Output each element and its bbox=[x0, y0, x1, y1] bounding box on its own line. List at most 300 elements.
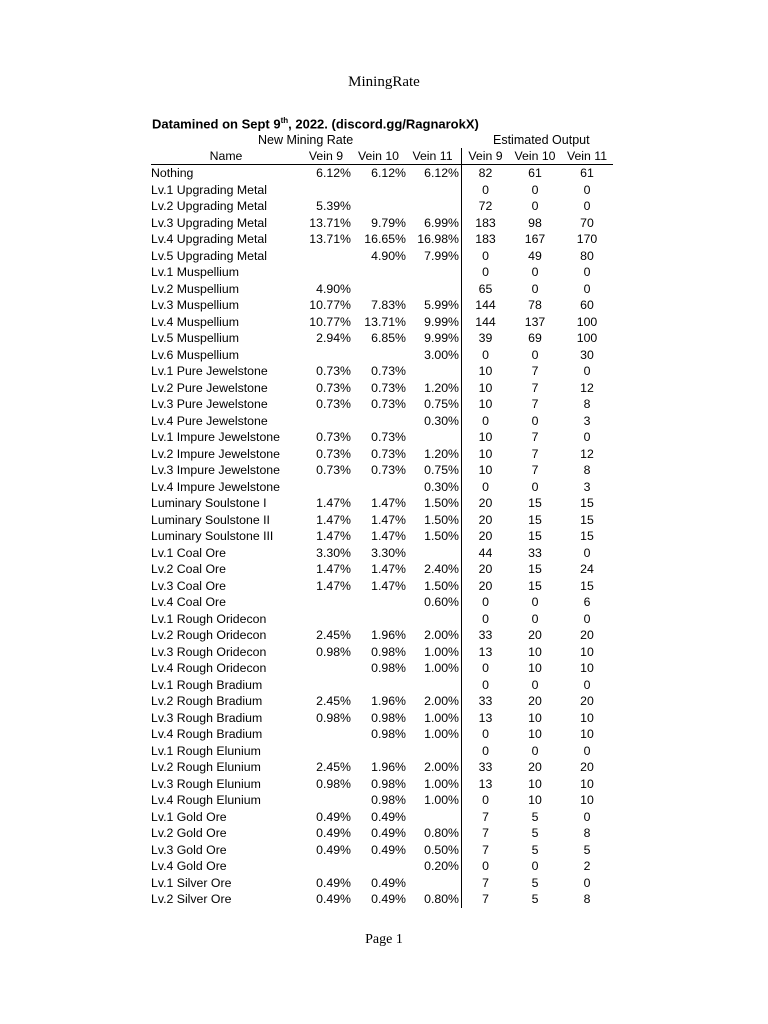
rate-vein-9-cell: 2.45% bbox=[316, 760, 351, 774]
output-vein-9-cell: 10 bbox=[478, 364, 493, 378]
output-vein-9-cell: 44 bbox=[478, 545, 493, 560]
output-vein-10-cell: 0 bbox=[531, 611, 539, 626]
output-vein-10-cell: 7 bbox=[531, 397, 539, 411]
rate-vein-9-cell: 6.12% bbox=[316, 166, 351, 180]
table-row bbox=[151, 743, 613, 760]
output-vein-9-cell: 33 bbox=[478, 760, 493, 774]
output-vein-10-cell: 33 bbox=[528, 545, 542, 560]
name-cell: Luminary Soulstone I bbox=[151, 496, 267, 510]
name-cell: Lv.2 Rough Oridecon bbox=[151, 628, 267, 642]
rate-vein-9-cell: 13.71% bbox=[309, 215, 351, 230]
name-cell: Nothing bbox=[151, 166, 194, 180]
output-vein-9-cell: 144 bbox=[475, 298, 496, 312]
rate-vein-10-cell bbox=[351, 347, 406, 364]
output-vein-9-cell: 7 bbox=[482, 875, 489, 890]
rate-vein-11-cell: 0.75% bbox=[406, 396, 462, 413]
table-row bbox=[151, 363, 613, 380]
name-cell: Lv.1 Rough Elunium bbox=[151, 743, 261, 758]
output-vein-10-cell: 7 bbox=[531, 446, 539, 461]
output-vein-9-cell: 20 bbox=[478, 562, 493, 576]
rate-vein-11-cell bbox=[406, 875, 462, 892]
rate-vein-10-cell: 13.71% bbox=[364, 314, 406, 329]
rate-vein-10-cell: 0.73% bbox=[371, 430, 406, 444]
rate-vein-9-cell: 0.73% bbox=[316, 430, 351, 444]
rate-vein-11-cell: 0.30% bbox=[406, 479, 462, 496]
name-cell: Lv.4 Pure Jewelstone bbox=[151, 413, 268, 428]
rate-vein-9-cell: 0.98% bbox=[316, 644, 351, 659]
output-vein-11-cell: 5 bbox=[583, 842, 591, 857]
output-vein-9-cell: 144 bbox=[475, 314, 496, 329]
table-row bbox=[151, 215, 613, 232]
output-vein-11-cell: 15 bbox=[580, 512, 594, 527]
rate-vein-10-cell: 1.96% bbox=[371, 628, 406, 642]
rate-vein-10-cell: 0.49% bbox=[371, 826, 406, 840]
rate-vein-10-cell: 1.47% bbox=[371, 529, 406, 543]
name-cell: Lv.3 Muspellium bbox=[151, 298, 239, 312]
output-vein-9-cell: 7 bbox=[482, 826, 489, 840]
rate-vein-9-cell bbox=[301, 726, 351, 743]
name-cell: Luminary Soulstone II bbox=[151, 512, 270, 527]
output-vein-11-cell: 10 bbox=[580, 793, 594, 807]
table-body bbox=[151, 165, 613, 908]
name-cell: Lv.1 Impure Jewelstone bbox=[151, 430, 280, 444]
output-vein-11-cell: 10 bbox=[580, 710, 594, 725]
rate-vein-9-cell: 4.90% bbox=[316, 281, 351, 296]
rate-vein-11-cell: 1.00% bbox=[406, 644, 462, 661]
rate-vein-9-cell: 0.73% bbox=[316, 380, 351, 395]
name-cell: Lv.3 Gold Ore bbox=[151, 842, 227, 857]
rate-vein-10-cell: 3.30% bbox=[371, 545, 406, 560]
name-cell: Lv.1 Silver Ore bbox=[151, 875, 232, 890]
rate-vein-11-cell: 1.00% bbox=[406, 792, 462, 809]
rate-vein-9-cell bbox=[301, 347, 351, 364]
output-vein-10-cell: 0 bbox=[531, 182, 539, 197]
table-row bbox=[151, 792, 613, 809]
output-vein-9-cell: 183 bbox=[475, 232, 496, 246]
rate-vein-11-cell: 0.50% bbox=[406, 842, 462, 859]
output-vein-9-cell: 13 bbox=[478, 776, 493, 791]
output-vein-10-cell: 0 bbox=[531, 265, 539, 279]
rate-vein-11-cell: 1.00% bbox=[406, 776, 462, 793]
table-row bbox=[151, 726, 613, 743]
rate-vein-11-cell: 1.20% bbox=[406, 446, 462, 463]
output-vein-9-cell: 72 bbox=[478, 199, 493, 213]
name-cell: Lv.3 Pure Jewelstone bbox=[151, 397, 268, 411]
name-cell: Lv.1 Pure Jewelstone bbox=[151, 364, 268, 378]
output-vein-10-cell: 10 bbox=[528, 644, 542, 659]
table-row bbox=[151, 677, 613, 694]
output-vein-10-cell: 5 bbox=[531, 826, 539, 840]
rate-vein-9-cell: 0.98% bbox=[316, 710, 351, 725]
output-vein-9-cell: 0 bbox=[482, 611, 489, 626]
document-title: MiningRate bbox=[348, 74, 420, 90]
table-row bbox=[151, 561, 613, 578]
output-vein-11-cell: 12 bbox=[580, 380, 594, 395]
output-vein-11-cell: 61 bbox=[580, 166, 594, 180]
output-vein-9-cell: 0 bbox=[482, 248, 489, 263]
group-header-mining-rate: New Mining Rate bbox=[258, 133, 354, 147]
rate-vein-10-cell: 0.98% bbox=[371, 710, 406, 725]
rate-vein-11-cell: 5.99% bbox=[406, 297, 462, 314]
output-vein-11-cell: 15 bbox=[580, 578, 594, 593]
rate-vein-10-cell: 1.47% bbox=[371, 512, 406, 527]
output-vein-10-cell: 15 bbox=[528, 578, 542, 593]
rate-vein-11-cell: 6.99% bbox=[406, 215, 462, 232]
name-cell: Lv.3 Impure Jewelstone bbox=[151, 463, 280, 477]
output-vein-9-cell: 20 bbox=[478, 512, 493, 527]
output-vein-9-cell: 0 bbox=[482, 727, 489, 741]
rate-vein-9-cell bbox=[301, 594, 351, 611]
table-row bbox=[151, 809, 613, 826]
output-vein-11-cell: 60 bbox=[580, 298, 594, 312]
rate-vein-9-cell: 0.49% bbox=[316, 809, 351, 824]
rate-vein-11-cell bbox=[406, 182, 462, 199]
output-vein-9-cell: 82 bbox=[478, 166, 493, 180]
output-vein-11-cell: 3 bbox=[583, 479, 591, 494]
heading-suffix: , 2022. (discord.gg/RagnarokX) bbox=[288, 116, 479, 132]
table-row bbox=[151, 495, 613, 512]
name-cell: Lv.3 Rough Oridecon bbox=[151, 644, 267, 659]
table-row bbox=[151, 314, 613, 331]
rate-vein-11-cell bbox=[406, 743, 462, 760]
rate-vein-9-cell bbox=[301, 792, 351, 809]
table-row bbox=[151, 231, 613, 248]
rate-vein-11-cell bbox=[406, 677, 462, 694]
output-vein-10-cell: 10 bbox=[528, 793, 542, 807]
rate-vein-9-cell: 2.45% bbox=[316, 694, 351, 708]
heading-prefix: Datamined on Sept 9 bbox=[152, 116, 281, 132]
output-vein-11-cell: 10 bbox=[580, 727, 594, 741]
output-vein-11-cell: 10 bbox=[580, 661, 594, 675]
output-vein-11-cell: 0 bbox=[583, 611, 591, 626]
rate-vein-9-cell: 0.73% bbox=[316, 463, 351, 477]
output-vein-11-cell: 0 bbox=[583, 743, 591, 758]
rate-vein-10-cell: 4.90% bbox=[371, 248, 406, 263]
output-vein-9-cell: 0 bbox=[482, 859, 489, 873]
rate-vein-10-cell: 0.49% bbox=[371, 892, 406, 906]
table-row bbox=[151, 660, 613, 677]
rate-vein-11-cell: 1.00% bbox=[406, 726, 462, 743]
rate-vein-9-cell: 0.98% bbox=[316, 776, 351, 791]
table-heading bbox=[152, 116, 479, 131]
rate-vein-10-cell bbox=[351, 594, 406, 611]
table-row bbox=[151, 347, 613, 364]
output-vein-9-cell: 0 bbox=[482, 479, 489, 494]
table-row bbox=[151, 710, 613, 727]
table-row bbox=[151, 413, 613, 430]
rate-vein-9-cell bbox=[301, 743, 351, 760]
rate-vein-11-cell: 1.50% bbox=[406, 578, 462, 595]
rate-vein-10-cell: 1.96% bbox=[371, 760, 406, 774]
output-vein-10-cell: 98 bbox=[528, 215, 542, 230]
table-row bbox=[151, 281, 613, 298]
rate-vein-9-cell: 2.45% bbox=[316, 628, 351, 642]
output-vein-10-cell: 0 bbox=[531, 347, 539, 362]
name-cell: Lv.2 Muspellium bbox=[151, 281, 239, 296]
rate-vein-9-cell: 1.47% bbox=[316, 512, 351, 527]
rate-vein-11-cell: 1.50% bbox=[406, 512, 462, 529]
output-vein-10-cell: 15 bbox=[528, 562, 542, 576]
output-vein-11-cell: 100 bbox=[576, 331, 598, 345]
output-vein-11-cell: 8 bbox=[583, 892, 591, 906]
rate-vein-11-cell bbox=[406, 198, 462, 215]
rate-vein-10-cell: 0.73% bbox=[371, 463, 406, 477]
name-cell: Lv.4 Upgrading Metal bbox=[151, 232, 267, 246]
output-vein-9-cell: 0 bbox=[482, 661, 489, 675]
rate-vein-9-cell: 5.39% bbox=[316, 199, 351, 213]
output-vein-10-cell: 167 bbox=[524, 232, 546, 246]
output-vein-9-cell: 7 bbox=[482, 809, 489, 824]
rate-vein-11-cell: 0.80% bbox=[406, 825, 462, 842]
output-vein-11-cell: 100 bbox=[576, 314, 598, 329]
table-row bbox=[151, 578, 613, 595]
rate-vein-9-cell: 0.49% bbox=[316, 826, 351, 840]
rate-vein-10-cell bbox=[351, 198, 406, 215]
output-vein-11-cell: 8 bbox=[583, 826, 591, 840]
rate-vein-10-cell: 7.83% bbox=[371, 298, 406, 312]
output-vein-11-cell: 8 bbox=[583, 397, 591, 411]
output-vein-10-cell: 5 bbox=[531, 842, 539, 857]
output-vein-10-cell: 69 bbox=[528, 331, 542, 345]
rate-vein-11-cell bbox=[406, 363, 462, 380]
table-row bbox=[151, 776, 613, 793]
col-header-output-vein-9: Vein 9 bbox=[462, 148, 510, 165]
name-cell: Lv.4 Rough Elunium bbox=[151, 793, 261, 807]
output-vein-11-cell: 15 bbox=[580, 529, 594, 543]
rate-vein-10-cell bbox=[351, 743, 406, 760]
name-cell: Lv.2 Rough Bradium bbox=[151, 694, 263, 708]
rate-vein-11-cell: 7.99% bbox=[406, 248, 462, 265]
name-cell: Lv.4 Impure Jewelstone bbox=[151, 479, 280, 494]
name-cell: Lv.2 Coal Ore bbox=[151, 562, 226, 576]
name-cell: Lv.4 Coal Ore bbox=[151, 595, 226, 609]
output-vein-11-cell: 10 bbox=[580, 776, 594, 791]
rate-vein-11-cell bbox=[406, 611, 462, 628]
output-vein-11-cell: 6 bbox=[583, 595, 591, 609]
table-row bbox=[151, 512, 613, 529]
table-row bbox=[151, 297, 613, 314]
output-vein-9-cell: 183 bbox=[475, 215, 496, 230]
table-row bbox=[151, 429, 613, 446]
name-cell: Lv.3 Coal Ore bbox=[151, 578, 226, 593]
rate-vein-10-cell bbox=[351, 479, 406, 496]
rate-vein-10-cell: 0.98% bbox=[371, 793, 406, 807]
output-vein-10-cell: 15 bbox=[528, 512, 542, 527]
rate-vein-11-cell: 1.50% bbox=[406, 495, 462, 512]
output-vein-9-cell: 0 bbox=[482, 265, 489, 279]
output-vein-10-cell: 0 bbox=[531, 859, 539, 873]
output-vein-9-cell: 10 bbox=[478, 463, 493, 477]
table-row bbox=[151, 396, 613, 413]
name-cell: Lv.1 Gold Ore bbox=[151, 809, 227, 824]
rate-vein-10-cell: 0.73% bbox=[371, 397, 406, 411]
output-vein-11-cell: 0 bbox=[583, 265, 591, 279]
output-vein-11-cell: 0 bbox=[583, 430, 591, 444]
col-header-rate-vein-10: Vein 10 bbox=[351, 148, 406, 165]
rate-vein-10-cell: 0.73% bbox=[371, 364, 406, 378]
output-vein-9-cell: 0 bbox=[482, 595, 489, 609]
table-row bbox=[151, 198, 613, 215]
output-vein-9-cell: 0 bbox=[482, 413, 489, 428]
rate-vein-10-cell: 0.49% bbox=[371, 842, 406, 857]
table-row bbox=[151, 891, 613, 908]
output-vein-11-cell: 80 bbox=[580, 248, 594, 263]
table-row bbox=[151, 693, 613, 710]
col-header-rate-vein-9: Vein 9 bbox=[301, 148, 351, 165]
output-vein-9-cell: 13 bbox=[478, 644, 493, 659]
output-vein-10-cell: 20 bbox=[528, 628, 542, 642]
output-vein-11-cell: 20 bbox=[580, 628, 594, 642]
col-header-output-vein-10: Vein 10 bbox=[509, 148, 561, 165]
mining-rate-table bbox=[151, 148, 613, 908]
output-vein-11-cell: 0 bbox=[583, 809, 591, 824]
rate-vein-9-cell bbox=[301, 182, 351, 199]
name-cell: Lv.4 Rough Bradium bbox=[151, 727, 263, 741]
col-header-name: Name bbox=[151, 148, 301, 165]
col-header-output-vein-11: Vein 11 bbox=[561, 148, 613, 165]
name-cell: Lv.4 Gold Ore bbox=[151, 859, 227, 873]
table-row bbox=[151, 462, 613, 479]
output-vein-10-cell: 10 bbox=[528, 727, 542, 741]
rate-vein-11-cell: 0.80% bbox=[406, 891, 462, 908]
output-vein-9-cell: 65 bbox=[478, 281, 493, 296]
rate-vein-9-cell: 0.49% bbox=[316, 892, 351, 906]
rate-vein-11-cell bbox=[406, 264, 462, 281]
output-vein-10-cell: 0 bbox=[531, 479, 539, 494]
output-vein-11-cell: 15 bbox=[580, 496, 594, 510]
rate-vein-10-cell bbox=[351, 611, 406, 628]
output-vein-10-cell: 0 bbox=[531, 413, 539, 428]
output-vein-10-cell: 7 bbox=[531, 364, 539, 378]
output-vein-11-cell: 0 bbox=[583, 875, 591, 890]
output-vein-10-cell: 61 bbox=[528, 166, 542, 180]
output-vein-9-cell: 7 bbox=[482, 892, 489, 906]
output-vein-10-cell: 0 bbox=[531, 281, 539, 296]
output-vein-10-cell: 15 bbox=[528, 529, 542, 543]
output-vein-11-cell: 0 bbox=[583, 545, 591, 560]
table-row bbox=[151, 264, 613, 281]
output-vein-9-cell: 20 bbox=[478, 529, 493, 543]
rate-vein-10-cell: 0.98% bbox=[371, 661, 406, 675]
rate-vein-9-cell: 0.49% bbox=[316, 842, 351, 857]
output-vein-11-cell: 2 bbox=[583, 859, 591, 873]
output-vein-11-cell: 3 bbox=[583, 413, 591, 428]
rate-vein-11-cell: 9.99% bbox=[406, 330, 462, 347]
rate-vein-10-cell: 0.98% bbox=[371, 644, 406, 659]
output-vein-9-cell: 39 bbox=[478, 331, 493, 345]
rate-vein-11-cell bbox=[406, 545, 462, 562]
name-cell: Lv.3 Rough Bradium bbox=[151, 710, 263, 725]
output-vein-10-cell: 0 bbox=[531, 595, 539, 609]
output-vein-9-cell: 20 bbox=[478, 578, 493, 593]
rate-vein-9-cell: 0.73% bbox=[316, 364, 351, 378]
rate-vein-11-cell: 0.30% bbox=[406, 413, 462, 430]
output-vein-10-cell: 20 bbox=[528, 760, 542, 774]
rate-vein-11-cell bbox=[406, 429, 462, 446]
output-vein-10-cell: 10 bbox=[528, 776, 542, 791]
rate-vein-9-cell: 0.49% bbox=[316, 875, 351, 890]
rate-vein-9-cell bbox=[301, 264, 351, 281]
group-header-estimated-output: Estimated Output bbox=[493, 133, 590, 147]
rate-vein-11-cell: 9.99% bbox=[406, 314, 462, 331]
rate-vein-11-cell: 0.75% bbox=[406, 462, 462, 479]
column-header-row bbox=[151, 148, 613, 165]
output-vein-9-cell: 33 bbox=[478, 628, 493, 642]
name-cell: Lv.2 Impure Jewelstone bbox=[151, 446, 280, 461]
output-vein-11-cell: 24 bbox=[580, 562, 594, 576]
table-row bbox=[151, 446, 613, 463]
output-vein-11-cell: 20 bbox=[580, 760, 594, 774]
name-cell: Lv.2 Rough Elunium bbox=[151, 760, 261, 774]
rate-vein-10-cell: 0.73% bbox=[371, 380, 406, 395]
output-vein-10-cell: 15 bbox=[528, 496, 542, 510]
output-vein-10-cell: 78 bbox=[528, 298, 542, 312]
output-vein-10-cell: 0 bbox=[531, 199, 539, 213]
table-row bbox=[151, 825, 613, 842]
rate-vein-9-cell: 0.73% bbox=[316, 397, 351, 411]
output-vein-9-cell: 10 bbox=[478, 380, 493, 395]
output-vein-9-cell: 0 bbox=[482, 347, 489, 362]
table-row bbox=[151, 545, 613, 562]
table-row bbox=[151, 380, 613, 397]
rate-vein-9-cell: 1.47% bbox=[316, 529, 351, 543]
output-vein-9-cell: 0 bbox=[482, 677, 489, 692]
heading-superscript: th bbox=[280, 116, 289, 125]
rate-vein-10-cell: 0.49% bbox=[371, 875, 406, 890]
rate-vein-11-cell: 1.20% bbox=[406, 380, 462, 397]
table-row bbox=[151, 858, 613, 875]
name-cell: Lv.6 Muspellium bbox=[151, 347, 239, 362]
output-vein-9-cell: 33 bbox=[478, 694, 493, 708]
rate-vein-9-cell: 1.47% bbox=[316, 578, 351, 593]
output-vein-11-cell: 30 bbox=[580, 347, 594, 362]
rate-vein-10-cell: 0.98% bbox=[371, 727, 406, 741]
rate-vein-10-cell bbox=[351, 281, 406, 298]
rate-vein-10-cell: 1.47% bbox=[371, 578, 406, 593]
rate-vein-10-cell bbox=[351, 413, 406, 430]
table-row bbox=[151, 594, 613, 611]
name-cell: Lv.5 Muspellium bbox=[151, 331, 239, 345]
output-vein-9-cell: 10 bbox=[478, 446, 493, 461]
name-cell: Lv.1 Rough Bradium bbox=[151, 677, 263, 692]
output-vein-11-cell: 170 bbox=[576, 232, 598, 246]
rate-vein-11-cell bbox=[406, 281, 462, 298]
output-vein-9-cell: 10 bbox=[478, 397, 493, 411]
rate-vein-10-cell: 6.85% bbox=[371, 331, 406, 345]
rate-vein-10-cell: 0.98% bbox=[371, 776, 406, 791]
rate-vein-11-cell: 1.00% bbox=[406, 710, 462, 727]
output-vein-11-cell: 0 bbox=[583, 364, 591, 378]
output-vein-9-cell: 10 bbox=[478, 430, 493, 444]
rate-vein-11-cell: 2.40% bbox=[406, 561, 462, 578]
output-vein-11-cell: 0 bbox=[583, 199, 591, 213]
name-cell: Lv.5 Upgrading Metal bbox=[151, 248, 267, 263]
rate-vein-9-cell bbox=[301, 611, 351, 628]
output-vein-10-cell: 10 bbox=[528, 710, 542, 725]
output-vein-11-cell: 70 bbox=[580, 215, 594, 230]
output-vein-10-cell: 7 bbox=[531, 463, 539, 477]
name-cell: Lv.3 Upgrading Metal bbox=[151, 215, 267, 230]
rate-vein-9-cell: 13.71% bbox=[309, 232, 351, 246]
rate-vein-9-cell bbox=[301, 248, 351, 265]
name-cell: Lv.1 Coal Ore bbox=[151, 545, 226, 560]
rate-vein-10-cell: 0.73% bbox=[371, 446, 406, 461]
output-vein-9-cell: 0 bbox=[482, 743, 489, 758]
table-row bbox=[151, 875, 613, 892]
page-footer: Page 1 bbox=[365, 932, 403, 947]
rate-vein-10-cell: 0.49% bbox=[371, 809, 406, 824]
rate-vein-10-cell bbox=[351, 858, 406, 875]
